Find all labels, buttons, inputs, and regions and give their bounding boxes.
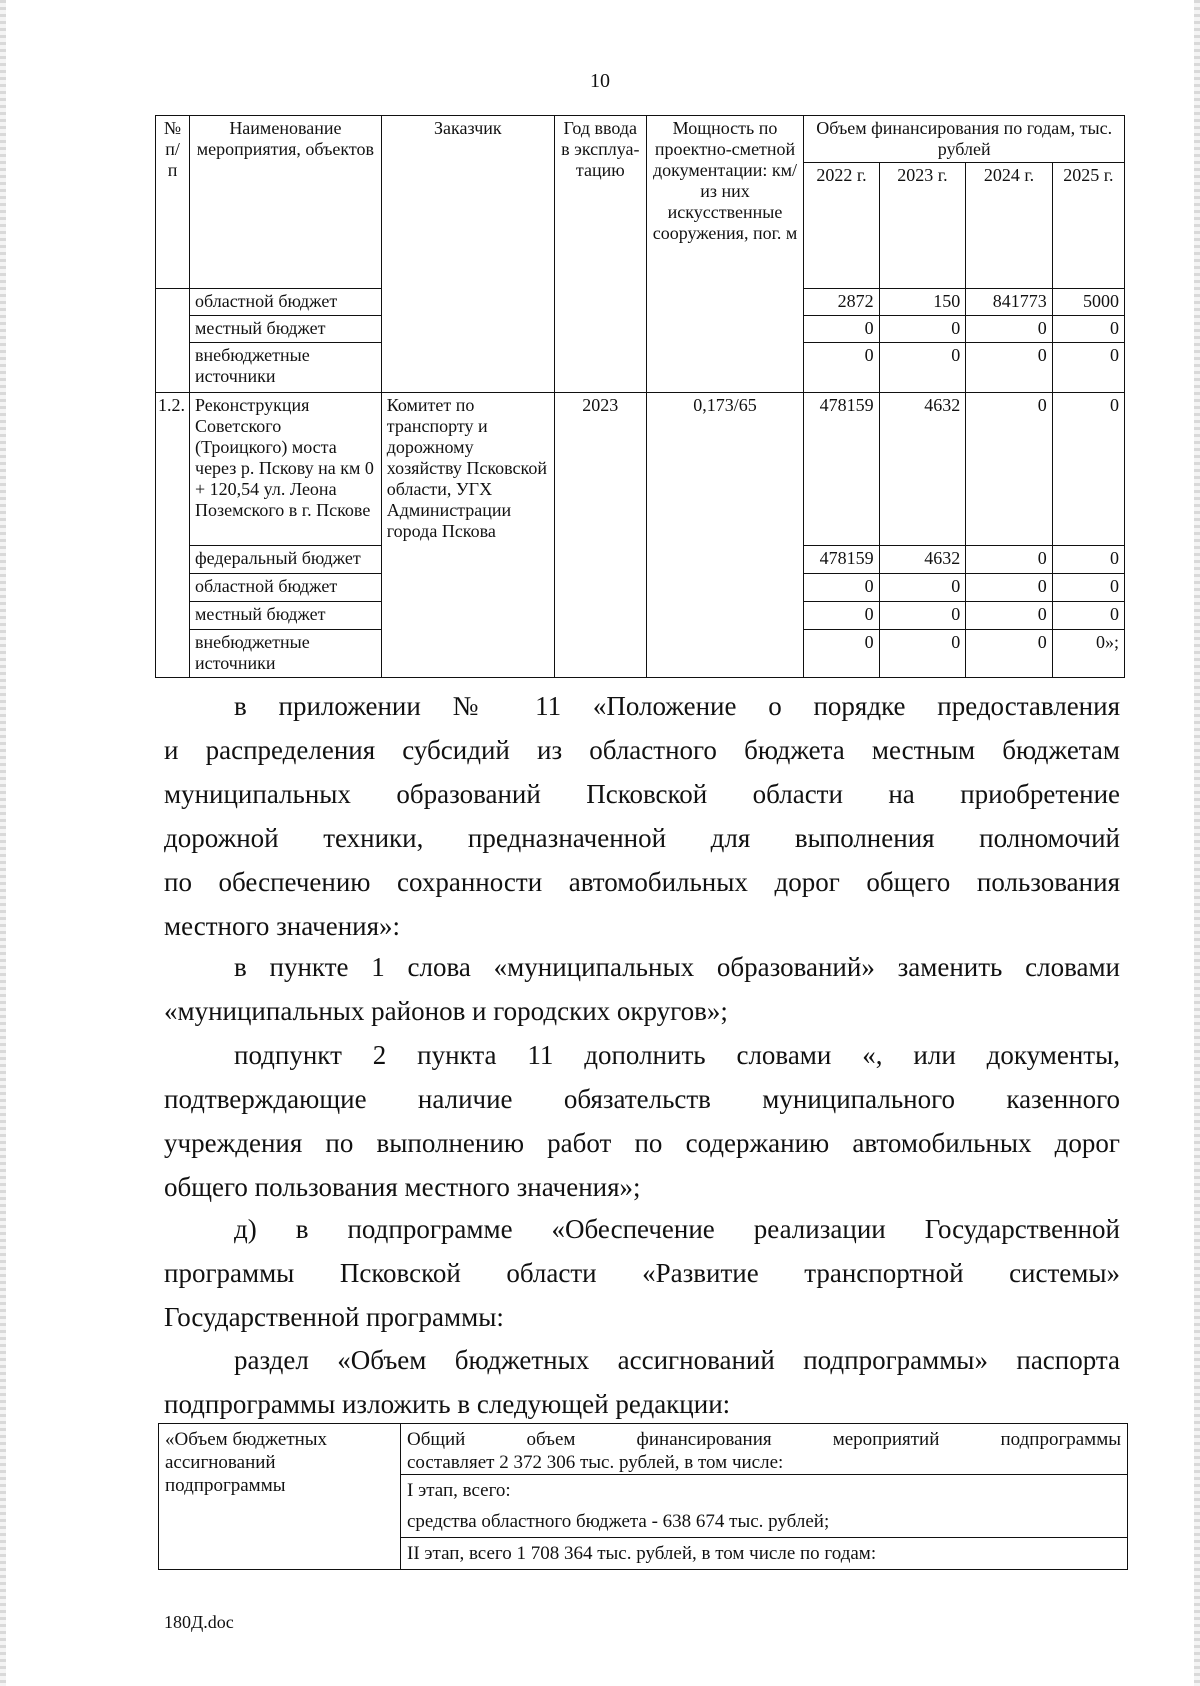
page-number: 10: [590, 70, 610, 92]
value-cell: 0: [1052, 316, 1124, 343]
row-label: федеральный бюджет: [190, 546, 382, 574]
header-year-2025: 2025 г.: [1052, 163, 1124, 289]
value-cell: 0: [1052, 343, 1124, 393]
scan-edge-left: [0, 0, 6, 1686]
value-cell: 0: [1052, 602, 1124, 630]
value-cell: 4632: [879, 546, 966, 574]
value-cell: 0: [804, 574, 879, 602]
value-cell: 0: [1052, 546, 1124, 574]
item-num: 1.2.: [156, 393, 190, 678]
header-funding: Объем финансирования по годам, тыс. рублей: [804, 116, 1125, 163]
row-label: областной бюджет: [190, 289, 382, 316]
value-cell: 0: [966, 602, 1053, 630]
passport-right-cell: [401, 1424, 1128, 1475]
text-line: раздел «Объем бюджетных ассигнований подпрограммы» паспорта: [234, 1345, 1120, 1375]
passport-row: [159, 1424, 1128, 1475]
header-capacity: Мощность по проектно-сметной документации: км/из них искусственные сооружения, пог. м: [646, 116, 804, 393]
value-cell: 0: [879, 343, 966, 393]
text-line: д) в подпрограмме «Обеспечение реализации Государственной: [234, 1214, 1120, 1244]
value-cell: 0: [804, 316, 879, 343]
item-year: 2023: [554, 393, 646, 678]
value-cell: 150: [879, 289, 966, 316]
text-line: муниципальных образований Псковской области на приобретение: [164, 779, 1120, 809]
value-cell: 0»;: [1052, 630, 1124, 678]
row-label: местный бюджет: [190, 316, 382, 343]
value-cell: 0: [966, 546, 1053, 574]
value-cell: 0: [804, 343, 879, 393]
header-name: Наименование мероприятия, объектов: [190, 116, 382, 289]
text-line: по обеспечению сохранности автомобильных дорог общего пользования: [164, 867, 1120, 897]
value-cell: 0: [879, 316, 966, 343]
value-cell: 0: [879, 602, 966, 630]
paragraph-point-1: [164, 945, 1120, 1033]
passport-stage1: I этап, всего:: [401, 1475, 1128, 1507]
header-year: Год ввода в эксплуа-тацию: [554, 116, 646, 393]
row-label: областной бюджет: [190, 574, 382, 602]
value-cell: 4632: [879, 393, 966, 546]
value-cell: 0: [879, 630, 966, 678]
text-line: в пункте 1 слова «муниципальных образований» заменить словами: [234, 952, 1120, 982]
passport-table: [158, 1423, 1128, 1570]
value-cell: 0: [966, 574, 1053, 602]
value-cell: 478159: [804, 393, 879, 546]
text-line: Государственной программы:: [164, 1302, 504, 1332]
paragraph-subpoint-2: [164, 1033, 1120, 1209]
text-line: дорожной техники, предназначенной для выполнения полномочий: [164, 823, 1120, 853]
row-label: местный бюджет: [190, 602, 382, 630]
passport-stage2: II этап, всего 1 708 364 тыс. рублей, в том числе по годам:: [401, 1538, 1128, 1570]
passport-regional: средства областного бюджета - 638 674 тыс. рублей;: [401, 1506, 1128, 1538]
row-label: внебюджетные источники: [190, 343, 382, 393]
table-header-row: [156, 116, 1125, 163]
num-cell-empty: [156, 289, 190, 393]
value-cell: 5000: [1052, 289, 1124, 316]
text-line: учреждения по выполнению работ по содержанию автомобильных дорог: [164, 1128, 1120, 1158]
value-cell: 2872: [804, 289, 879, 316]
value-cell: 0: [804, 602, 879, 630]
text-line: «муниципальных районов и городских округов»;: [164, 996, 728, 1026]
header-customer: Заказчик: [381, 116, 554, 393]
item-customer: Комитет по транспорту и дорожному хозяйству Псковской области, УГХ Администрации города Пскова: [381, 393, 554, 678]
value-cell: 0: [966, 393, 1053, 546]
value-cell: 0: [966, 630, 1053, 678]
item-name: Реконструкция Советского (Троицкого) моста через р. Пскову на км 0 + 120,54 ул. Леона Поземского в г. Пскове: [190, 393, 382, 546]
value-cell: 478159: [804, 546, 879, 574]
funding-table: [155, 115, 1125, 678]
scan-edge-right: [1194, 0, 1200, 1686]
passport-left-cell: «Объем бюджетных ассигнований подпрограммы: [159, 1424, 401, 1570]
value-cell: 841773: [966, 289, 1053, 316]
text-line: местного значения»:: [164, 911, 401, 941]
paragraph-section-passport: [164, 1338, 1120, 1426]
text-line: в приложении № 11 «Положение о порядке предоставления: [234, 691, 1120, 721]
value-cell: 0: [1052, 393, 1124, 546]
header-year-2023: 2023 г.: [879, 163, 966, 289]
value-cell: 0: [879, 574, 966, 602]
row-label: внебюджетные источники: [190, 630, 382, 678]
text-line: Общий объем финансирования мероприятий подпрограммы: [407, 1429, 1121, 1450]
value-cell: 0: [966, 343, 1053, 393]
paragraph-subprogram-d: [164, 1207, 1120, 1339]
text-line: подтверждающие наличие обязательств муниципального казенного: [164, 1084, 1120, 1114]
table-row-item: [156, 393, 1125, 546]
text-line: программы Псковской области «Развитие транспортной системы»: [164, 1258, 1120, 1288]
value-cell: 0: [1052, 574, 1124, 602]
footer-filename: 180Д.doc: [164, 1612, 234, 1632]
header-num: № п/п: [156, 116, 190, 289]
value-cell: 0: [966, 316, 1053, 343]
header-year-2022: 2022 г.: [804, 163, 879, 289]
header-year-2024: 2024 г.: [966, 163, 1053, 289]
text-line: подпункт 2 пункта 11 дополнить словами «, или документы,: [234, 1040, 1120, 1070]
text-line: подпрограммы изложить в следующей редакции:: [164, 1389, 731, 1419]
value-cell: 0: [804, 630, 879, 678]
text-line: составляет 2 372 306 тыс. рублей, в том числе:: [407, 1452, 784, 1473]
text-line: и распределения субсидий из областного бюджета местным бюджетам: [164, 735, 1120, 765]
paragraph-appendix-11: [164, 684, 1120, 948]
text-line: общего пользования местного значения»;: [164, 1172, 641, 1202]
item-capacity: 0,173/65: [646, 393, 804, 678]
